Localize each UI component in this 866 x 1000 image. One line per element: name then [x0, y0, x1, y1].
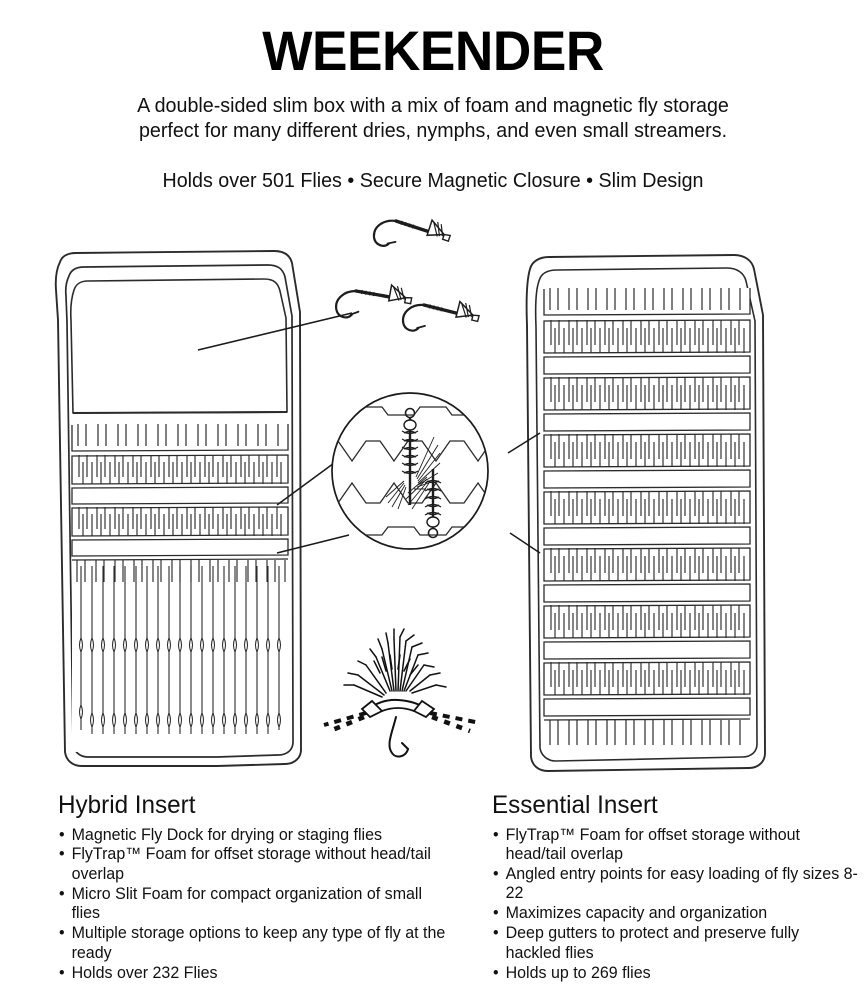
flytrap-foam-row [544, 548, 750, 581]
feature-columns [0, 792, 866, 1000]
flytrap-foam-row [72, 507, 288, 536]
flytrap-foam-row [72, 455, 288, 484]
dry-flies-cluster [334, 205, 481, 346]
subtitle-line-1: A double-sided slim box with a mix of foam and magnetic fly storage [137, 94, 729, 118]
essential-insert-bullet-list [492, 826, 866, 984]
hybrid-insert-heading: Hybrid Insert [58, 791, 196, 819]
foam-gutter [544, 584, 750, 602]
list-item: • Holds up to 269 flies [492, 964, 859, 983]
hybrid-insert-panel [56, 251, 301, 766]
micro-slit-foam [72, 559, 289, 752]
list-item: • Angled entry points for easy loading of fly sizes 8-22 [492, 865, 859, 904]
list-item: • Micro Slit Foam for compact organization of small flies [58, 885, 446, 924]
page-header [0, 0, 866, 193]
flytrap-foam-row [544, 377, 750, 410]
foam-gutter [544, 698, 750, 716]
list-item: • Magnetic Fly Dock for drying or staging flies [58, 826, 446, 845]
dry-fly-icon [334, 276, 413, 328]
flytrap-foam-row [544, 662, 750, 695]
list-item: • Maximizes capacity and organization [492, 904, 859, 923]
foam-gutter [544, 527, 750, 545]
foam-gutter [72, 539, 288, 556]
list-item: • Deep gutters to protect and preserve fully hackled flies [492, 924, 859, 963]
list-item: • FlyTrap™ Foam for offset storage without head/tail overlap [492, 826, 859, 865]
foam-row-teeth-top [544, 288, 750, 315]
subtitle-line-2: perfect for many different dries, nymphs, and even small streamers. [138, 119, 728, 143]
hybrid-insert-column [58, 792, 458, 984]
list-item: • Holds over 232 Flies [58, 964, 446, 983]
foam-gutter [544, 413, 750, 431]
list-item: • FlyTrap™ Foam for offset storage without head/tail overlap [58, 845, 446, 884]
product-illustration [0, 205, 866, 785]
hybrid-insert-bullet-list [58, 826, 458, 984]
dry-fly-icon [401, 289, 482, 345]
foam-gutter [544, 356, 750, 374]
hackled-streamer-fly [324, 629, 480, 756]
flytrap-foam-row [544, 320, 750, 353]
foam-detail-magnifier [325, 393, 502, 549]
foam-gutter [544, 641, 750, 659]
essential-insert-panel [527, 255, 765, 771]
page-title: WEEKENDER [262, 19, 604, 82]
flytrap-foam-row [544, 434, 750, 467]
flytrap-foam-row [544, 491, 750, 524]
foam-gutter [544, 470, 750, 488]
essential-insert-heading: Essential Insert [492, 791, 658, 819]
essential-insert-column [492, 792, 866, 984]
foam-row-teeth-top [72, 424, 288, 451]
page-tagline: Holds over 501 Flies • Secure Magnetic Closure • Slim Design [162, 169, 704, 193]
flytrap-foam-row [544, 605, 750, 638]
page-subtitle [17, 79, 848, 143]
dry-fly-icon [371, 205, 453, 265]
foam-gutter [72, 487, 288, 504]
list-item: • Multiple storage options to keep any type of fly at the ready [58, 924, 446, 963]
magnetic-fly-dock [71, 279, 287, 413]
